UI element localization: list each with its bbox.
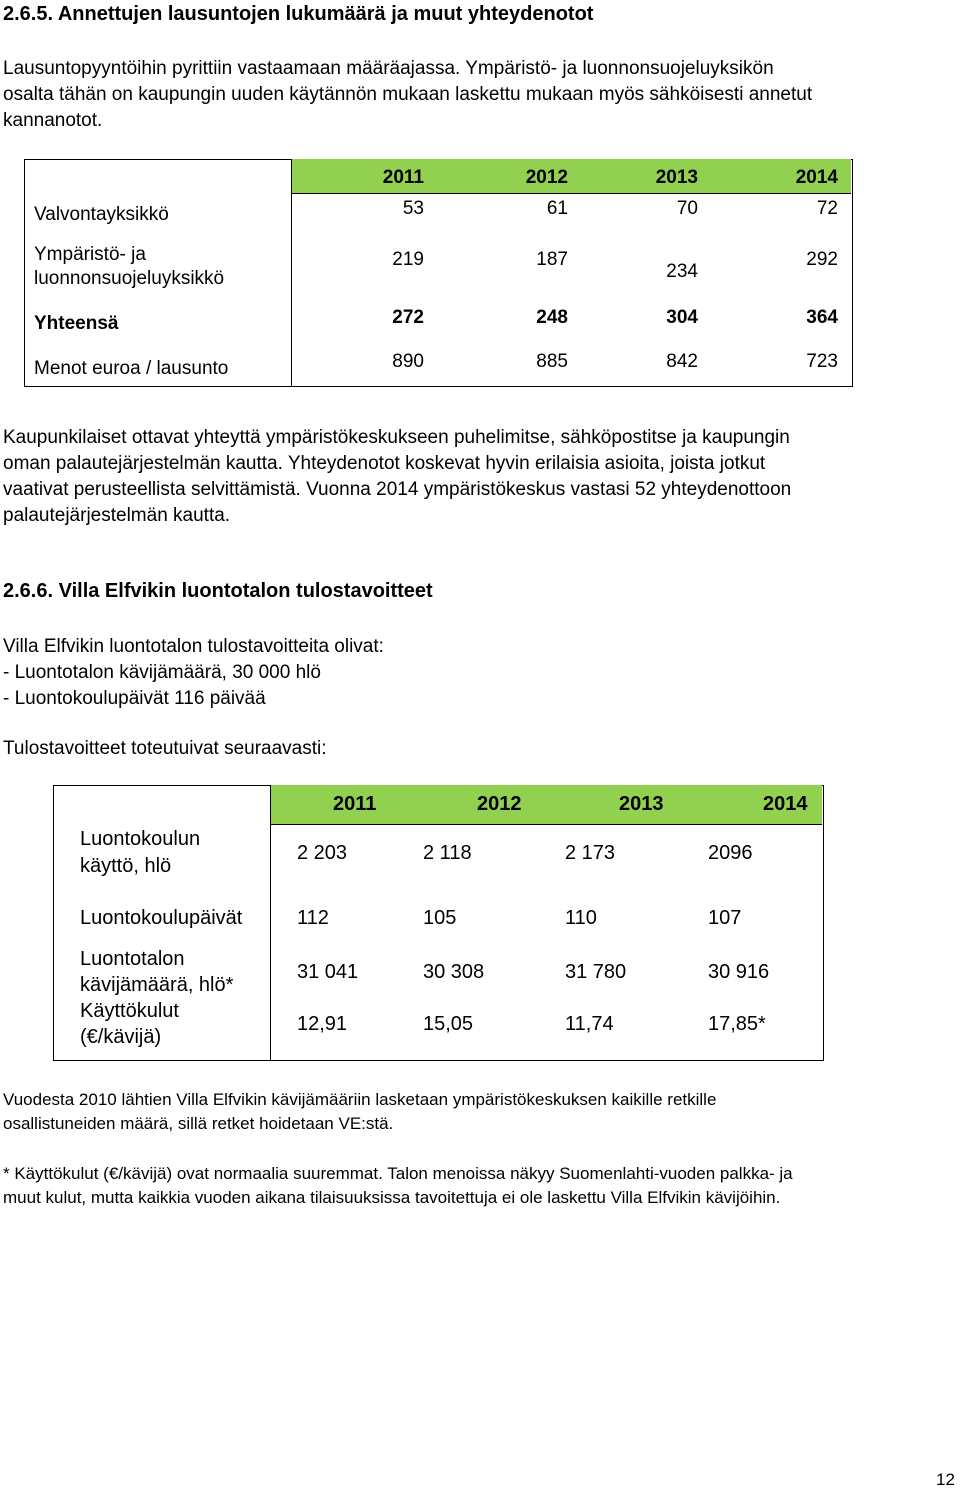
row-label-kayttokulut-line2: (€/kävijä) — [80, 1026, 162, 1048]
table-cell: 12,91 — [297, 1013, 348, 1035]
page-number: 12 — [936, 1470, 955, 1489]
table-cell: 723 — [806, 351, 838, 372]
row-label-luontokoulun-line2: käyttö, hlö — [80, 855, 172, 877]
table-cell: 70 — [676, 198, 698, 219]
goals-list — [3, 634, 384, 712]
table-cell: 30 308 — [423, 961, 485, 983]
intro-line: Lausuntopyyntöihin pyrittiin vastaamaan määräajassa. Ympäristö- ja luonnonsuojeluyksikön — [3, 58, 774, 79]
note-line: osallistuneiden määrä, sillä retket hoidetaan VE:stä. — [3, 1114, 394, 1133]
table-cell: 31 780 — [565, 961, 627, 983]
year-header-2014: 2014 — [795, 167, 838, 188]
goals-line: - Luontokoulupäivät 116 päivää — [3, 688, 266, 709]
table-cell: 2 203 — [297, 842, 348, 864]
row-label-yhteensa: Yhteensä — [34, 313, 119, 334]
table-cell: 219 — [392, 249, 424, 270]
row-label-kayttokulut: Käyttökulut — [80, 1000, 179, 1022]
table-cell: 234 — [666, 261, 698, 282]
row-label-ymparisto-line2: luonnonsuojeluyksikkö — [34, 268, 225, 289]
table-cell: 61 — [546, 198, 568, 219]
results-intro: Tulostavoitteet toteutuivat seuraavasti: — [3, 738, 327, 759]
year-header-2012: 2012 — [477, 793, 522, 815]
row-label-kavijamaara: Luontotalon — [80, 948, 185, 970]
statements-table — [24, 159, 853, 387]
row-label-kavijamaara-line2: kävijämäärä, hlö* — [80, 974, 234, 996]
table-cell: 187 — [536, 249, 568, 270]
year-header-2014: 2014 — [763, 793, 808, 815]
row-label-ymparisto: Ympäristö- ja — [34, 244, 146, 265]
table-cell: 15,05 — [423, 1013, 474, 1035]
row-label-luontokoulupaivat: Luontokoulupäivät — [80, 907, 243, 929]
table-cell: 31 041 — [297, 961, 359, 983]
results-table — [53, 785, 824, 1061]
column-divider — [291, 159, 292, 387]
table-cell: 2096 — [708, 842, 753, 864]
table-cell: 2 173 — [565, 842, 616, 864]
table-cell: 2 118 — [423, 842, 472, 864]
table-cell: 107 — [708, 907, 742, 929]
note-line: * Käyttökulut (€/kävijä) ovat normaalia suuremmat. Talon menoissa näkyy Suomenlahti-vuoden palkka- ja — [3, 1164, 793, 1183]
visitor-count-note — [3, 1088, 716, 1136]
table-cell: 364 — [806, 307, 838, 328]
table-cell: 842 — [666, 351, 698, 372]
intro-line: kannanotot. — [3, 110, 103, 131]
paragraph-line: Kaupunkilaiset ottavat yhteyttä ympäristökeskukseen puhelimitse, sähköpostitse ja kaupungin — [3, 427, 790, 448]
paragraph-line: palautejärjestelmän kautta. — [3, 505, 231, 526]
table-cell: 105 — [423, 907, 457, 929]
cost-footnote — [3, 1162, 793, 1210]
row-label-luontokoulun: Luontokoulun — [80, 828, 201, 850]
table-cell: 292 — [806, 249, 838, 270]
table-cell: 17,85* — [708, 1013, 766, 1035]
table-cell: 30 916 — [708, 961, 770, 983]
table-cell: 885 — [536, 351, 568, 372]
year-header-2011: 2011 — [382, 167, 424, 188]
goals-line: - Luontotalon kävijämäärä, 30 000 hlö — [3, 662, 321, 683]
table-cell: 248 — [536, 307, 568, 328]
paragraph-line: oman palautejärjestelmän kautta. Yhteydenotot koskevat hyvin erilaisia asioita, joista jotkut — [3, 453, 766, 474]
year-header-2012: 2012 — [525, 167, 568, 188]
row-label-menot: Menot euroa / lausunto — [34, 358, 229, 379]
row-label-valvontayksikko: Valvontayksikkö — [34, 204, 169, 225]
year-header-2013: 2013 — [655, 167, 698, 188]
table-cell: 272 — [392, 307, 424, 328]
year-header-2013: 2013 — [619, 793, 664, 815]
table-cell: 72 — [816, 198, 838, 219]
column-divider — [270, 785, 271, 1061]
section-heading-lausunnot: 2.6.5. Annettujen lausuntojen lukumäärä ja muut yhteydenotot — [3, 3, 594, 25]
intro-paragraph — [3, 56, 812, 134]
goals-line: Villa Elfvikin luontotalon tulostavoitteita olivat: — [3, 636, 384, 657]
table-cell: 11,74 — [565, 1013, 614, 1035]
table-cell: 110 — [565, 907, 597, 929]
table-cell: 112 — [297, 907, 329, 929]
contact-paragraph — [3, 425, 791, 529]
section-heading-villa-elfvik: 2.6.6. Villa Elfvikin luontotalon tulostavoitteet — [3, 580, 433, 602]
note-line: Vuodesta 2010 lähtien Villa Elfvikin kävijämääriin lasketaan ympäristökeskuksen kaikille retkille — [3, 1090, 717, 1109]
year-header-2011: 2011 — [333, 793, 377, 815]
table-cell: 53 — [402, 198, 424, 219]
note-line: muut kulut, mutta kaikkia vuoden aikana tilaisuuksissa tavoitettuja ei ole laskettu Villa Elfvikin kävijöihin. — [3, 1188, 781, 1207]
table-cell: 304 — [666, 307, 698, 328]
table-cell: 890 — [392, 351, 424, 372]
paragraph-line: vaativat perusteellista selvittämistä. Vuonna 2014 ympäristökeskus vastasi 52 yhteydenottoon — [3, 479, 792, 500]
intro-line: osalta tähän on kaupungin uuden käytännön mukaan laskettu mukaan myös sähköisesti annetut — [3, 84, 813, 105]
